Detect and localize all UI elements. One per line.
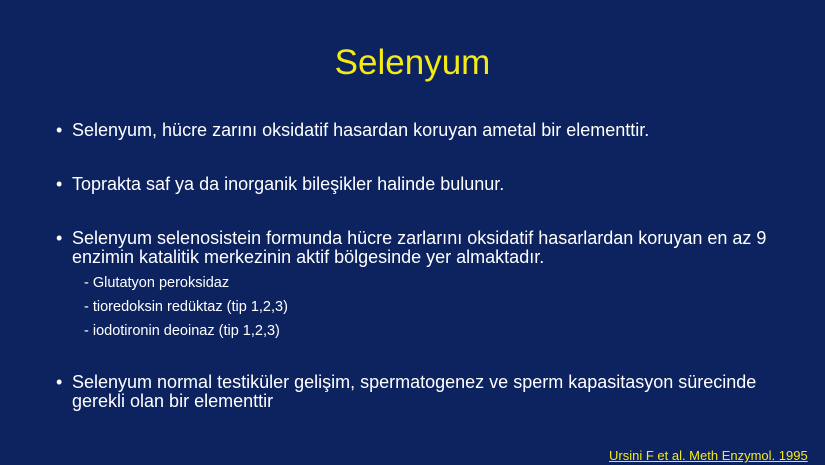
sub-item-glutatyon: - Glutatyon peroksidaz bbox=[84, 275, 230, 291]
sub-item-tioredoksin: - tioredoksin redüktaz (tip 1,2,3) bbox=[84, 299, 288, 315]
slide-title: Selenyum bbox=[334, 43, 491, 82]
bullet-marker: • bbox=[56, 228, 63, 248]
citation: Ursini F et al. Meth Enzymol. 1995 bbox=[609, 448, 808, 463]
bullet-item bbox=[56, 121, 796, 140]
bullet-text: Selenyum normal testiküler gelişim, spermatogenez ve sperm kapasitasyon sürecinde gerekli olan bir elementtir bbox=[72, 372, 757, 411]
bullet-item bbox=[56, 373, 796, 411]
bullet-text: Selenyum, hücre zarını oksidatif hasardan koruyan ametal bir elementtir. bbox=[72, 120, 650, 140]
sub-item-iodotironin: - iodotironin deoinaz (tip 1,2,3) bbox=[84, 323, 280, 339]
bullet-marker: • bbox=[56, 174, 63, 194]
bullet-item bbox=[56, 175, 796, 194]
bullet-marker: • bbox=[56, 372, 63, 392]
bullet-item bbox=[56, 229, 796, 267]
bullet-text: Toprakta saf ya da inorganik bileşikler halinde bulunur. bbox=[72, 174, 505, 194]
bullet-text: Selenyum selenosistein formunda hücre zarlarını oksidatif hasarlardan koruyan en az 9 enzimin katalitik merkezinin aktif bölgesinde yer almaktadır. bbox=[72, 228, 767, 267]
bullet-marker: • bbox=[56, 120, 63, 140]
